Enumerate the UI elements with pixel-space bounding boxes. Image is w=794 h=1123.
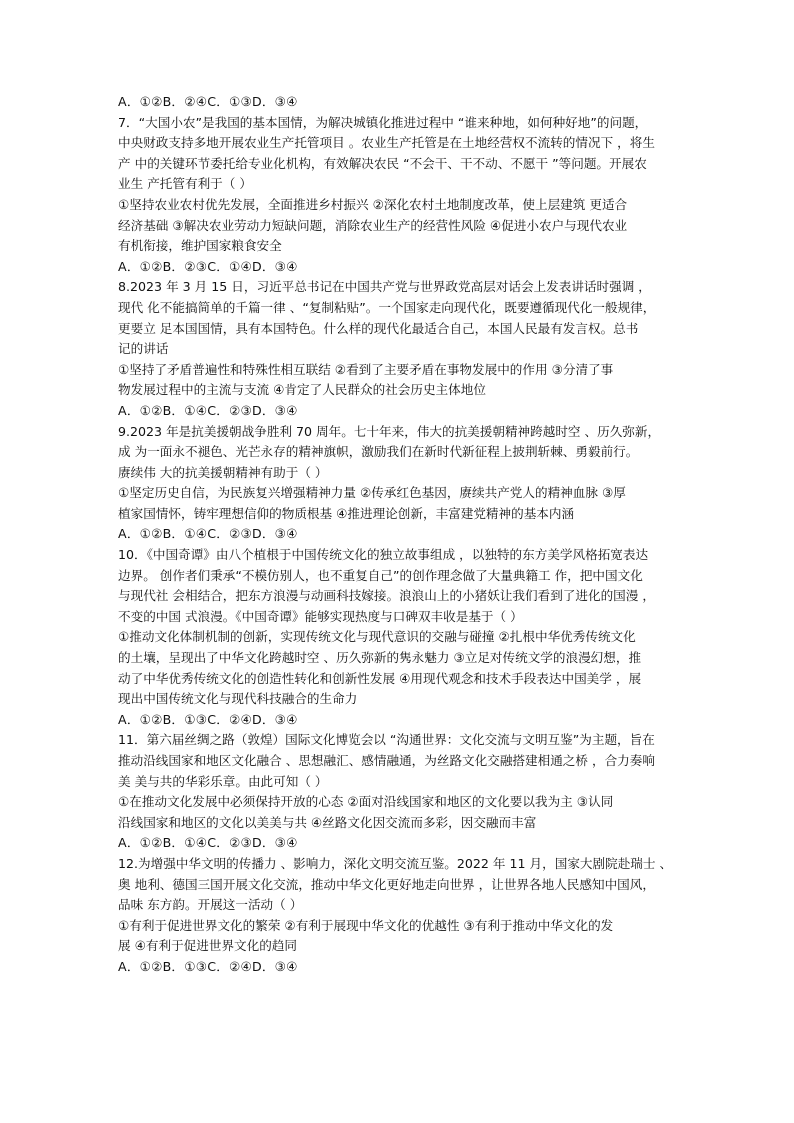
answer-options: A．①②B．①④C．②③D．③④ [118,835,298,851]
question-stem-line: 不变的中国 式浪漫。《中国奇谭》能够实现热度与口碑双丰收是基于（ ） [118,608,523,624]
question-12 [118,854,678,978]
question-item-line: 沿线国家和地区的文化以美美与共 ④丝路文化因交流而多彩，因交融而丰富 [118,814,537,830]
question-stem-line: 记的讲话 [118,341,169,357]
answer-options: A．①②B．①④C．②③D．③④ [118,526,298,542]
question-10 [118,545,678,730]
question-stem-line: 11．第六届丝绸之路（敦煌）国际文化博览会以 “沟通世界：文化交流与文明互鉴”为主题，旨在 [118,732,655,748]
answer-options: A．①②B．①③C．②④D．③④ [118,711,298,727]
question-item-line: 植家国情怀，铸牢理想信仰的物质根基 ④推进理论创新，丰富建党精神的基本内涵 [118,505,575,521]
exam-document [118,92,678,978]
question-stem-line: 8.2023 年 3 月 15 日，习近平总书记在中国共产党与世界政党高层对话会上发表讲话时强调 ， [118,279,651,295]
question-stem-line: 成 为一面永不褪色、光芒永存的精神旗帜，激励我们在新时代新征程上披荆斩棘、勇毅前行。 [118,444,639,460]
question-8 [118,277,678,421]
question-item-line: 有机衔接，维护国家粮食安全 [118,238,282,254]
question-item-line: ①在推动文化发展中必须保持开放的心态 ②面对沿线国家和地区的文化要以我为主 ③认同 [118,794,614,810]
question-item-line: 动了中华优秀传统文化的创造性转化和创新性发展 ④用现代观念和技术手段表达中国美学 ，展 [118,670,642,686]
question-item-line: 物发展过程中的主流与支流 ④肯定了人民群众的社会历史主体地位 [118,382,486,398]
question-stem-line: 现代 化不能搞简单的千篇一律 、“复制粘贴”。一个国家走向现代化，既要遵循现代化一般规律， [118,299,656,315]
answer-options: A．①②B．①③C．②④D．③④ [118,958,298,974]
question-stem-line: 中央财政支持多地开展农业生产托管项目 。农业生产托管是在土地经营权不流转的情况下 ，将生 [118,135,655,151]
question-stem-line: 品味 东方韵。开展这一活动（ ） [118,897,303,913]
question-7 [118,113,678,278]
question-stem-line: 产 中的关键环节委托给专业化机构，有效解决农民 “不会干、干不动、不愿干 ”等问题。开展农 [118,155,647,171]
question-stem-line: 赓续伟 大的抗美援朝精神有助于（ ） [118,464,328,480]
answer-options: A．①②B．①④C．②③D．③④ [118,402,298,418]
question-item-line: ①有利于促进世界文化的繁荣 ②有利于展现中华文化的优越性 ③有利于推动中华文化的发 [118,917,614,933]
question-stem-line: 7．“大国小农”是我国的基本国情，为解决城镇化推进过程中 “谁来种地，如何种好地”的问题， [118,114,648,130]
question-item-line: ①坚定历史自信，为民族复兴增强精神力量 ②传承红色基因，赓续共产党人的精神血脉 ③厚 [118,485,626,501]
question-stem-line: 12.为增强中华文明的传播力 、影响力，深化文明交流互鉴。2022 年 11 月，国家大剧院赴瑞士 、 [118,855,673,871]
question-stem-line: 推动沿线国家和地区文化融合 、思想融汇、感情融通，为丝路文化交融搭建相通之桥 ，合力奏响 [118,753,655,768]
question-stem-line: 与现代社 会相结合，把东方浪漫与动画科技嫁接。浪浪山上的小猪妖让我们看到了进化的国漫 ， [118,588,655,604]
question-stem-line: 奥 地利、德国三国开展文化交流，推动中华文化更好地走向世界 ，让世界各地人民感知中国风， [118,876,655,892]
question-stem-line: 9.2023 年是抗美援朝战争胜利 70 周年。七十年来，伟大的抗美援朝精神跨越时空 、历久弥新， [118,423,661,439]
question-item-line: ①坚持农业农村优先发展，全面推进乡村振兴 ②深化农村土地制度改革，使上层建筑 更适合 [118,196,628,212]
question-item-line: 展 ④有利于促进世界文化的趋同 [118,938,298,954]
question-stem-line: 10．《中国奇谭》由八个植根于中国传统文化的独立故事组成 ，以独特的东方美学风格拓宽表达 [118,547,649,563]
answer-options: A．①②B．②③C．①④D．③④ [118,258,298,274]
question-stem-line: 业生 产托管有利于（ ） [118,176,252,192]
question-stem-line: 更要立 足本国国情，具有本国特色。什么样的现代化最适合自己，本国人民最有发言权。总书 [118,320,639,336]
question-11 [118,730,678,854]
question-item-line: 现出中国传统文化与现代科技融合的生命力 [118,691,358,707]
question-item-line: 经济基础 ③解决农业劳动力短缺问题，消除农业生产的经营性风险 ④促进小农户与现代农业 [118,217,628,233]
question-item-line: ①坚持了矛盾普遍性和特殊性相互联结 ②看到了主要矛盾在事物发展中的作用 ③分清了事 [118,361,614,377]
question-9 [118,422,678,546]
question-stem-line: 美 美与共的华彩乐章。由此可知（ ） [118,773,328,789]
question-item-line: ①推动文化体制机制的创新，实现传统文化与现代意识的交融与碰撞 ②扎根中华优秀传统文化 [118,629,636,645]
prev-answer-options: A．①②B．②④C．①③D．③④ [118,94,298,109]
question-item-line: 的土壤，呈现出了中华文化跨越时空 、历久弥新的隽永魅力 ③立足对传统文学的浪漫幻想，推 [118,650,642,666]
question-stem-line: 边界。 创作者们秉承“不模仿别人，也不重复自己”的创作理念做了大量典籍工 作，把中国文化 [118,567,643,583]
